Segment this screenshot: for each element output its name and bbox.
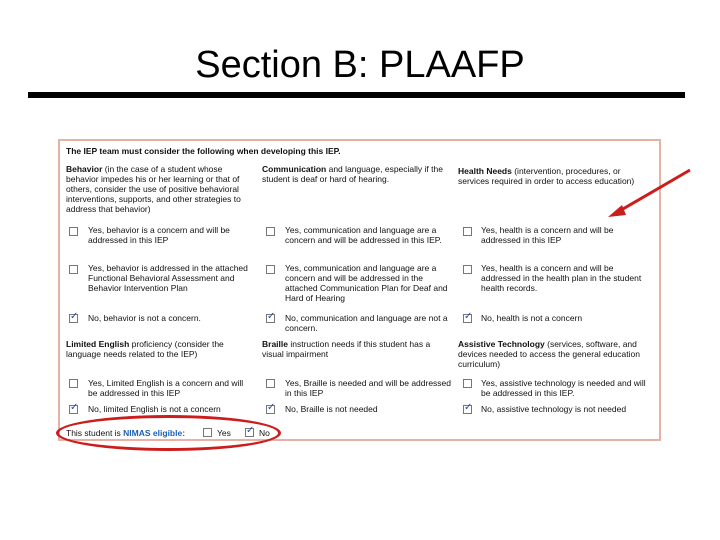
braille-heading: Braille instruction needs if this student has a visual impairment — [262, 339, 431, 359]
limited-english-heading: Limited English proficiency (consider the language needs related to the IEP) — [66, 339, 224, 359]
limited-english-no-checkbox[interactable] — [69, 405, 78, 414]
red-arrow-icon — [600, 165, 700, 225]
nimas-eligible-link[interactable]: NIMAS eligible: — [123, 428, 186, 438]
behavior-option-label: Yes, behavior is addressed in the attached Functional Behavioral Assessment and Behavior Intervention Plan — [88, 263, 248, 293]
communication-option-label: Yes, communication and language are a concern and will be addressed in this IEP. — [285, 225, 442, 245]
communication-yes-plan-checkbox[interactable] — [266, 265, 275, 274]
health-option-label: Yes, health is a concern and will be addressed in this IEP — [481, 225, 614, 245]
form-intro: The IEP team must consider the following when developing this IEP. — [66, 146, 341, 156]
behavior-option-label: No, behavior is not a concern. — [88, 313, 201, 323]
behavior-yes-iep-checkbox[interactable] — [69, 227, 78, 236]
behavior-heading: Behavior (in the case of a student whose behavior impedes his or her learning or that of others, consider the use of positive behavioral interventions, supports, and other strategies to address that behavior) — [66, 164, 241, 214]
braille-yes-checkbox[interactable] — [266, 379, 275, 388]
braille-option-label: No, Braille is not needed — [285, 404, 378, 414]
braille-option-label: Yes, Braille is needed and will be addressed in this IEP — [285, 378, 452, 398]
nimas-yes-label: Yes — [217, 428, 231, 438]
limited-english-option-label: Yes, Limited English is a concern and will be addressed in this IEP — [88, 378, 244, 398]
health-option-label: Yes, health is a concern and will be addressed in the health plan in the student health records. — [481, 263, 642, 293]
title-divider — [28, 92, 685, 98]
limited-english-yes-checkbox[interactable] — [69, 379, 78, 388]
assistive-technology-yes-checkbox[interactable] — [463, 379, 472, 388]
slide-title: Section B: PLAAFP — [195, 44, 525, 86]
behavior-yes-fba-checkbox[interactable] — [69, 265, 78, 274]
health-option-label: No, health is not a concern — [481, 313, 583, 323]
health-needs-heading: Health Needs (intervention, procedures, or services required in order to access education) — [458, 166, 635, 186]
assistive-technology-no-checkbox[interactable] — [463, 405, 472, 414]
communication-yes-iep-checkbox[interactable] — [266, 227, 275, 236]
assistive-technology-option-label: No, assistive technology is not needed — [481, 404, 627, 414]
communication-option-label: Yes, communication and language are a concern and will be addressed in the attached Communication Plan for Deaf and Hard of Hearing — [285, 263, 448, 303]
health-yes-iep-checkbox[interactable] — [463, 227, 472, 236]
health-no-checkbox[interactable] — [463, 314, 472, 323]
iep-considerations-form — [58, 139, 661, 441]
assistive-technology-option-label: Yes, assistive technology is needed and will be addressed in this IEP. — [481, 378, 646, 398]
limited-english-option-label: No, limited English is not a concern — [88, 404, 221, 414]
nimas-label: This student is NIMAS eligible: — [66, 428, 186, 438]
behavior-option-label: Yes, behavior is a concern and will be addressed in this IEP — [88, 225, 230, 245]
behavior-no-checkbox[interactable] — [69, 314, 78, 323]
assistive-technology-heading: Assistive Technology (services, software, and devices needed to access the general education curriculum) — [458, 339, 640, 369]
highlight-ellipse — [56, 415, 281, 451]
nimas-no-label: No — [259, 428, 270, 438]
braille-no-checkbox[interactable] — [266, 405, 275, 414]
communication-no-checkbox[interactable] — [266, 314, 275, 323]
health-yes-plan-checkbox[interactable] — [463, 265, 472, 274]
communication-option-label: No, communication and language are not a concern. — [285, 313, 448, 333]
communication-heading: Communication and language, especially if the student is deaf or hard of hearing. — [262, 164, 443, 184]
